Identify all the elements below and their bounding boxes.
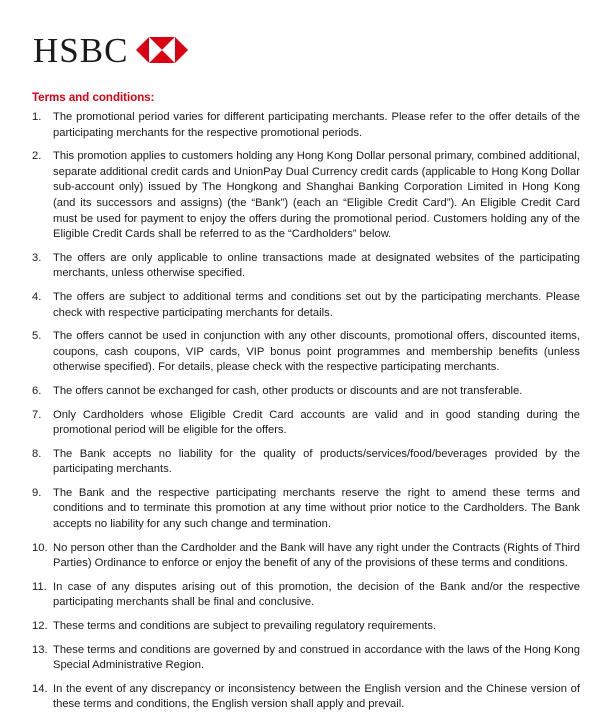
term-text: These terms and conditions are subject to prevailing regulatory requirements. <box>53 620 437 633</box>
term-item-12 <box>32 619 580 635</box>
term-item-14 <box>32 682 580 713</box>
term-number: 5. <box>32 330 42 343</box>
term-item-13 <box>32 643 580 674</box>
term-item-3 <box>32 251 580 282</box>
term-number: 9. <box>32 486 42 499</box>
hsbc-logo <box>33 30 188 70</box>
term-number: 1. <box>32 111 42 123</box>
term-text: No person other than the Cardholder and the Bank will have any right under the Contracts (Rights of Third Parties) Ordinance to enforce or enjoy the benefit of any of the provisions of these terms and conditions. <box>53 541 580 570</box>
term-item-6 <box>32 384 580 400</box>
term-text: In case of any disputes arising out of this promotion, the decision of the Bank and/or the respective participating merchants shall be final and conclusive. <box>53 580 580 609</box>
term-number: 8. <box>32 447 42 460</box>
term-number: 11. <box>32 580 47 593</box>
term-number: 2. <box>32 150 42 163</box>
term-item-11 <box>32 580 580 611</box>
term-item-9 <box>32 486 580 533</box>
term-item-7 <box>32 408 580 439</box>
terms-list <box>32 110 580 721</box>
term-text: The offers cannot be exchanged for cash, other products or discounts and are not transferable. <box>53 384 523 397</box>
term-text: In the event of any discrepancy or inconsistency between the English version and the Chinese version of these terms and conditions, the English version shall apply and prevail. <box>53 682 580 711</box>
term-text: The offers are subject to additional terms and conditions set out by the participating merchants. Please check with respective participating merchants for details. <box>53 290 580 319</box>
term-number: 4. <box>32 290 42 303</box>
term-item-10 <box>32 541 580 572</box>
term-item-1 <box>32 110 580 141</box>
term-text: This promotion applies to customers holding any Hong Kong Dollar personal primary, combined additional, separate additional credit cards and UnionPay Dual Currency credit cards (applicable to Hong Kong Dollar sub-account only) issued by The Hongkong and Shanghai Banking Corporation Limited in Hong Kong (and its successors and assigns) (the “Bank”) (each an “Eligible Credit Card”). An Eligible Credit Card must be used for payment to enjoy the offers during the promotional period. Customers holding any of the Eligible Credit Cards shall be referred to as the “Cardholders” below. <box>53 150 580 241</box>
term-number: 3. <box>32 251 42 264</box>
term-number: 14. <box>32 682 48 695</box>
term-number: 10. <box>32 541 48 554</box>
term-text: Only Cardholders whose Eligible Credit Card accounts are valid and in good standing during the promotional period will be eligible for the offers. <box>53 408 580 437</box>
term-number: 13. <box>32 643 48 656</box>
term-item-2 <box>32 149 580 243</box>
term-text: The offers cannot be used in conjunction with any other discounts, promotional offers, discounted items, coupons, cash coupons, VIP cards, VIP bonus point programmes and membership benefits (unless otherwise specified). For details, please check with the respective participating merchants. <box>53 330 580 374</box>
brand-wordmark: HSBC <box>33 30 129 70</box>
term-item-4 <box>32 290 580 321</box>
term-number: 12. <box>32 620 48 633</box>
term-text: The offers are only applicable to online transactions made at designated websites of the participating merchants, unless otherwise specified. <box>53 251 580 280</box>
term-text: The Bank accepts no liability for the quality of products/services/food/beverages provided by the participating merchants. <box>53 447 580 476</box>
term-number: 7. <box>32 408 42 421</box>
terms-heading: Terms and conditions: <box>32 92 155 104</box>
term-item-5 <box>32 329 580 376</box>
term-text: The Bank and the respective participating merchants reserve the right to amend these terms and conditions and to terminate this promotion at any time without prior notice to the Cardholders. The Bank accepts no liability for any such change and termination. <box>53 486 580 531</box>
hsbc-hexagon-icon <box>136 37 188 63</box>
term-number: 6. <box>32 384 42 397</box>
term-item-8 <box>32 447 580 478</box>
term-text: These terms and conditions are governed by and construed in accordance with the laws of the Hong Kong Special Administrative Region. <box>53 643 580 672</box>
term-text: The promotional period varies for different participating merchants. Please refer to the offer details of the participating merchants for the respective promotional periods. <box>53 111 580 139</box>
